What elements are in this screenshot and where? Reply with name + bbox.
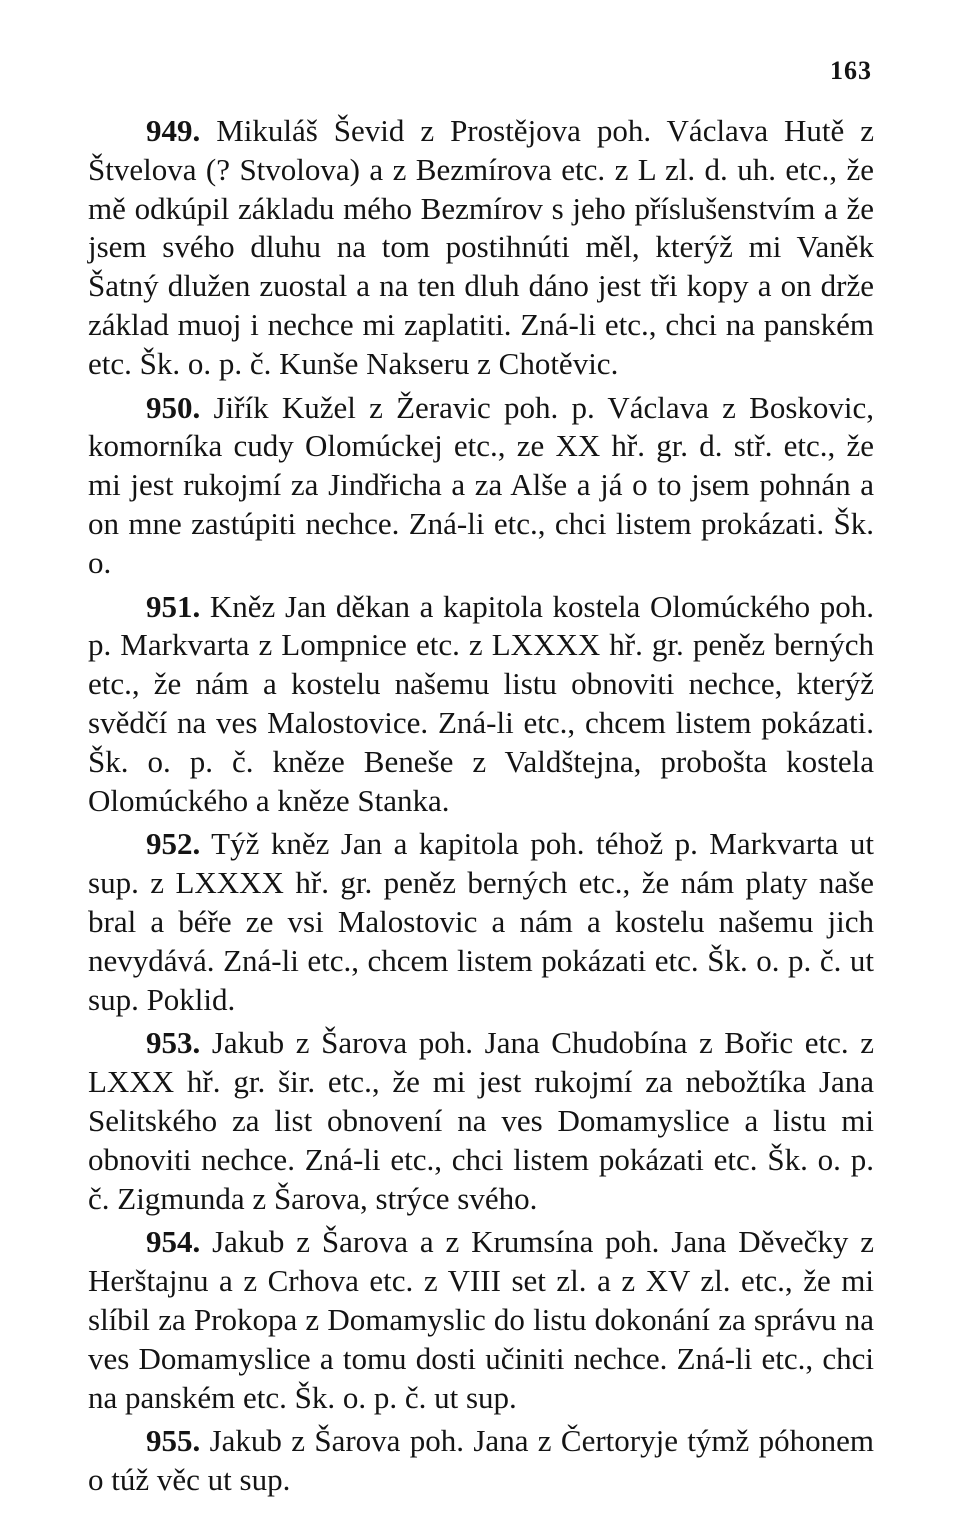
entry-number: 949. <box>146 113 201 148</box>
entry-954 <box>88 1223 874 1417</box>
entry-text: Kněz Jan děkan a kapitola kostela Olomúckého poh. p. Markvarta z Lompnice etc. z LXXXX hř. gr. peněz berných etc., že nám a kostelu našemu listu obnoviti nechce, kterýž svědčí na ves Malostovice. Zná-li etc., chcem listem pokázati. Šk. o. p. č. kněze Beneše z Valdštejna, probošta kostela Olomúckého a kněze Stanka. <box>88 588 874 818</box>
entry-number: 955. <box>146 1423 201 1459</box>
entry-949 <box>88 112 874 384</box>
entry-number: 952. <box>146 826 201 862</box>
entry-951 <box>88 588 874 821</box>
entry-955 <box>88 1422 874 1500</box>
entry-text: Jakub z Šarova poh. Jana z Čertoryje týmž póhonem o túž věc ut sup. <box>88 1423 874 1498</box>
page-number: 163 <box>830 56 872 85</box>
entry-text: Jakub z Šarova poh. Jana Chudobína z Bořic etc. z LXXX hř. gr. šir. etc., že mi jest rukojmí za nebožtíka Jana Selitského za list obnovení na ves Domamyslice a listu mi obnoviti nechce. Zná-li etc., chci listem pokázati etc. Šk. o. p. č. Zigmunda z Šarova, strýce svého. <box>88 1025 874 1216</box>
entry-952 <box>88 825 874 1019</box>
entry-number: 953. <box>146 1025 201 1061</box>
entry-number: 954. <box>146 1224 201 1260</box>
entry-text: Jakub z Šarova a z Krumsína poh. Jana Děvečky z Herštajnu a z Crhova etc. z VIII set zl. a z XV zl. etc., že mi slíbil za Prokopa z Domamyslic do listu dokonání za správu na ves Domamyslice a tomu dosti učiniti nechce. Zná-li etc., chci na panském etc. Šk. o. p. č. ut sup. <box>88 1224 875 1415</box>
entry-text: Týž kněz Jan a kapitola poh. téhož p. Markvarta ut sup. z LXXXX hř. gr. peněz berných etc., že nám platy naše bral a béře ze vsi Malostovic a nám a kostelu našemu jich nevydává. Zná-li etc., chcem listem pokázati etc. Šk. o. p. č. ut sup. Poklid. <box>88 826 874 1017</box>
entry-text: Jiřík Kužel z Žeravic poh. p. Václava z Boskovic, komorníka cudy Olomúckej etc., ze XX hř. gr. d. stř. etc., že mi jest rukojmí za Jindřicha a za Alše a já o to jsem pohnán a on mne zastúpiti nechce. Zná-li etc., chci listem prokázati. Šk. o. <box>88 389 874 580</box>
entry-number: 950. <box>146 389 201 425</box>
page-text-body <box>88 112 874 1505</box>
entry-950 <box>88 389 874 583</box>
entry-text: Mikuláš Ševid z Prostějova poh. Václava Hutě z Štvelova (? Stvolova) a z Bezmírova etc. z L zl. d. uh. etc., že mě odkúpil základu mého Bezmírov s jeho příslušenstvím a že jsem svého dluhu na tom postihnúti měl, kterýž mi Vaněk Šatný dlužen zuostal a na ten dluh dáno jest tři kopy a on drže základ muoj i nechce mi zaplatiti. Zná-li etc., chci na panském etc. Šk. o. p. č. Kunše Nakseru z Chotěvic. <box>88 113 875 381</box>
entry-number: 951. <box>146 588 201 624</box>
entry-953 <box>88 1024 874 1218</box>
